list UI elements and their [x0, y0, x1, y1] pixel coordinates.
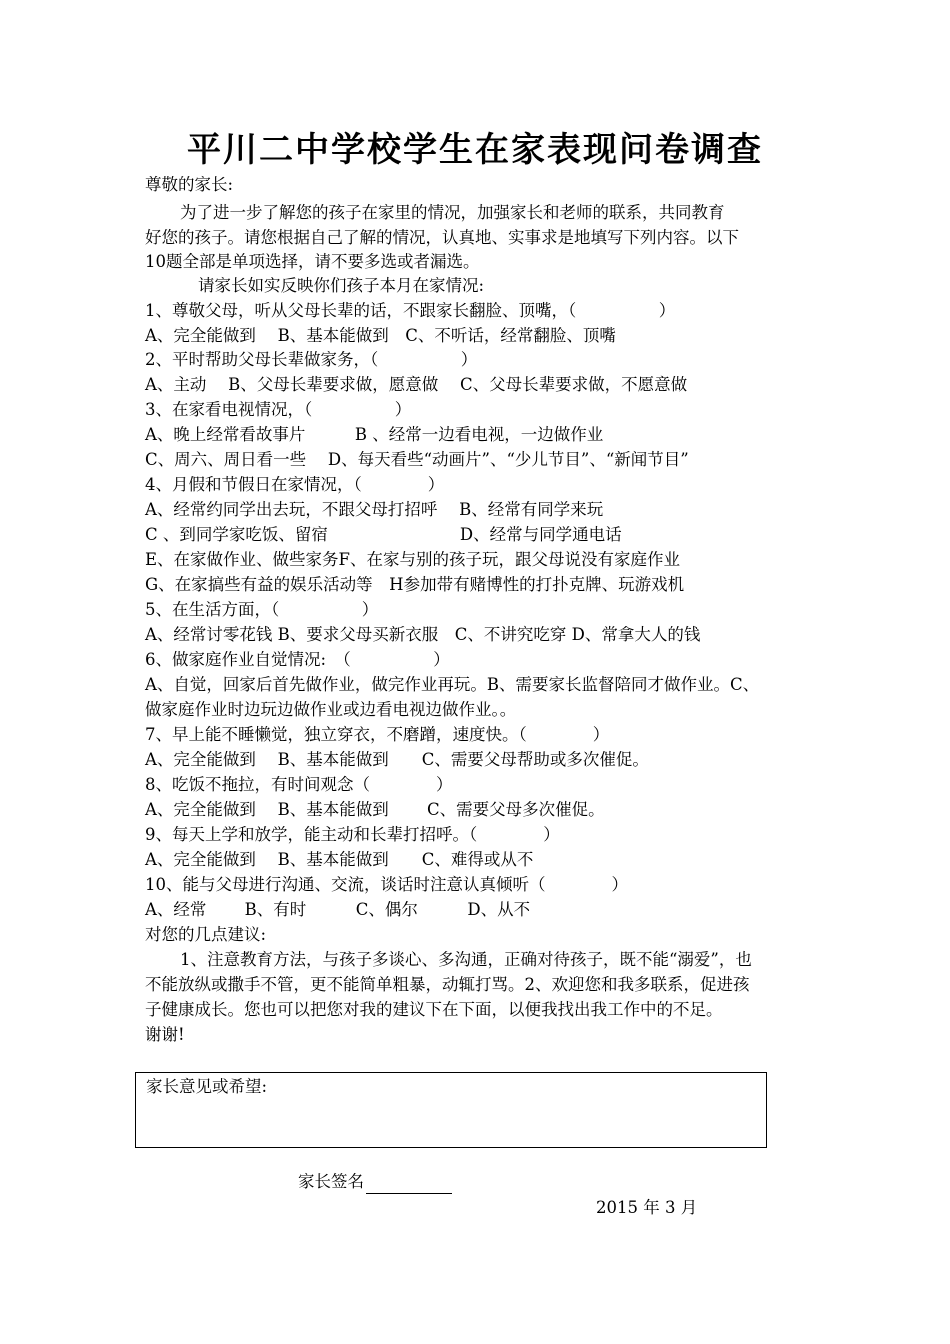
- question-7: 7、早上能不睡懒觉，独立穿衣，不磨蹭，速度快。（ ）: [145, 725, 610, 744]
- question-9: 9、每天上学和放学，能主动和长辈打招呼。（ ）: [145, 825, 560, 844]
- question-6-options-2: 做家庭作业时边玩边做作业或边看电视边做作业。。: [145, 700, 517, 719]
- question-6: 6、做家庭作业自觉情况: （ ）: [145, 650, 450, 669]
- greeting: 尊敬的家长:: [145, 175, 234, 194]
- question-9-options: A、完全能做到 B、基本能做到 C、难得或从不: [145, 850, 534, 869]
- page-title: 平川二中学校学生在家表现问卷调查: [187, 130, 763, 170]
- suggestion-heading: 对您的几点建议:: [145, 925, 267, 944]
- question-1: 1、尊敬父母，听从父母长辈的话，不跟家长翻脸、顶嘴，（ ）: [145, 301, 676, 320]
- parent-opinion-box[interactable]: [135, 1072, 767, 1148]
- question-1-options: A、完全能做到 B、基本能做到 C、不听话，经常翻脸、顶嘴: [145, 326, 616, 345]
- question-4-options-4: G、在家搞些有益的娱乐活动等 H参加带有赌博性的打扑克牌、玩游戏机: [145, 575, 685, 594]
- suggestion-line-1: 1、注意教育方法，与孩子多谈心、多沟通，正确对待孩子，既不能“溺爱”，也: [180, 950, 752, 969]
- suggestion-line-4: 谢谢!: [145, 1025, 185, 1044]
- question-4-options-1: A、经常约同学出去玩，不跟父母打招呼 B、经常有同学来玩: [145, 500, 604, 519]
- intro-line-1: 为了进一步了解您的孩子在家里的情况，加强家长和老师的联系，共同教育: [180, 203, 725, 222]
- question-7-options: A、完全能做到 B、基本能做到 C、需要父母帮助或多次催促。: [145, 750, 649, 769]
- signature-label: 家长签名: [298, 1172, 364, 1191]
- suggestion-line-3: 子健康成长。您也可以把您对我的建议下在下面，以便我找出我工作中的不足。: [145, 1000, 723, 1019]
- question-5: 5、在生活方面，（ ）: [145, 600, 379, 619]
- instruction: 请家长如实反映你们孩子本月在家情况:: [198, 276, 485, 295]
- question-8: 8、吃饭不拖拉，有时间观念（ ）: [145, 775, 453, 794]
- question-8-options: A、完全能做到 B、基本能做到 C、需要父母多次催促。: [145, 800, 605, 819]
- question-3-options-1: A、晚上经常看故事片 B 、经常一边看电视，一边做作业: [145, 425, 604, 444]
- question-10-options: A、经常 B、有时 C、偶尔 D、从不: [145, 900, 531, 919]
- intro-line-2: 好您的孩子。请您根据自己了解的情况，认真地、实事求是地填写下列内容。以下: [145, 228, 739, 247]
- parent-opinion-label: 家长意见或希望:: [146, 1077, 268, 1096]
- suggestion-line-2: 不能放纵或撒手不管，更不能简单粗暴，动辄打骂。2、欢迎您和我多联系，促进孩: [145, 975, 750, 994]
- intro-line-3: 10题全部是单项选择，请不要多选或者漏选。: [145, 252, 480, 271]
- question-4-options-3: E、在家做作业、做些家务F、在家与别的孩子玩，跟父母说没有家庭作业: [145, 550, 680, 569]
- signature-blank[interactable]: [366, 1175, 452, 1194]
- question-6-options-1: A、自觉，回家后首先做作业，做完作业再玩。B、需要家长监督陪同才做作业。C、: [145, 675, 760, 694]
- document-date: 2015 年 3 月: [596, 1198, 698, 1217]
- question-4-options-2: C 、到同学家吃饭、留宿 D、经常与同学通电话: [145, 525, 622, 544]
- question-2: 2、平时帮助父母长辈做家务，（ ）: [145, 350, 478, 369]
- question-3: 3、在家看电视情况，（ ）: [145, 400, 412, 419]
- question-10: 10、能与父母进行沟通、交流，谈话时注意认真倾听（ ）: [145, 875, 628, 894]
- question-5-options: A、经常讨零花钱 B、要求父母买新衣服 C、不讲究吃穿 D、常拿大人的钱: [145, 625, 701, 644]
- question-2-options: A、主动 B、父母长辈要求做，愿意做 C、父母长辈要求做，不愿意做: [145, 375, 688, 394]
- parent-signature: [298, 1170, 452, 1194]
- question-3-options-2: C、周六、周日看一些 D、每天看些“动画片”、“少儿节目”、“新闻节目”: [145, 450, 689, 469]
- question-4: 4、月假和节假日在家情况，（ ）: [145, 475, 445, 494]
